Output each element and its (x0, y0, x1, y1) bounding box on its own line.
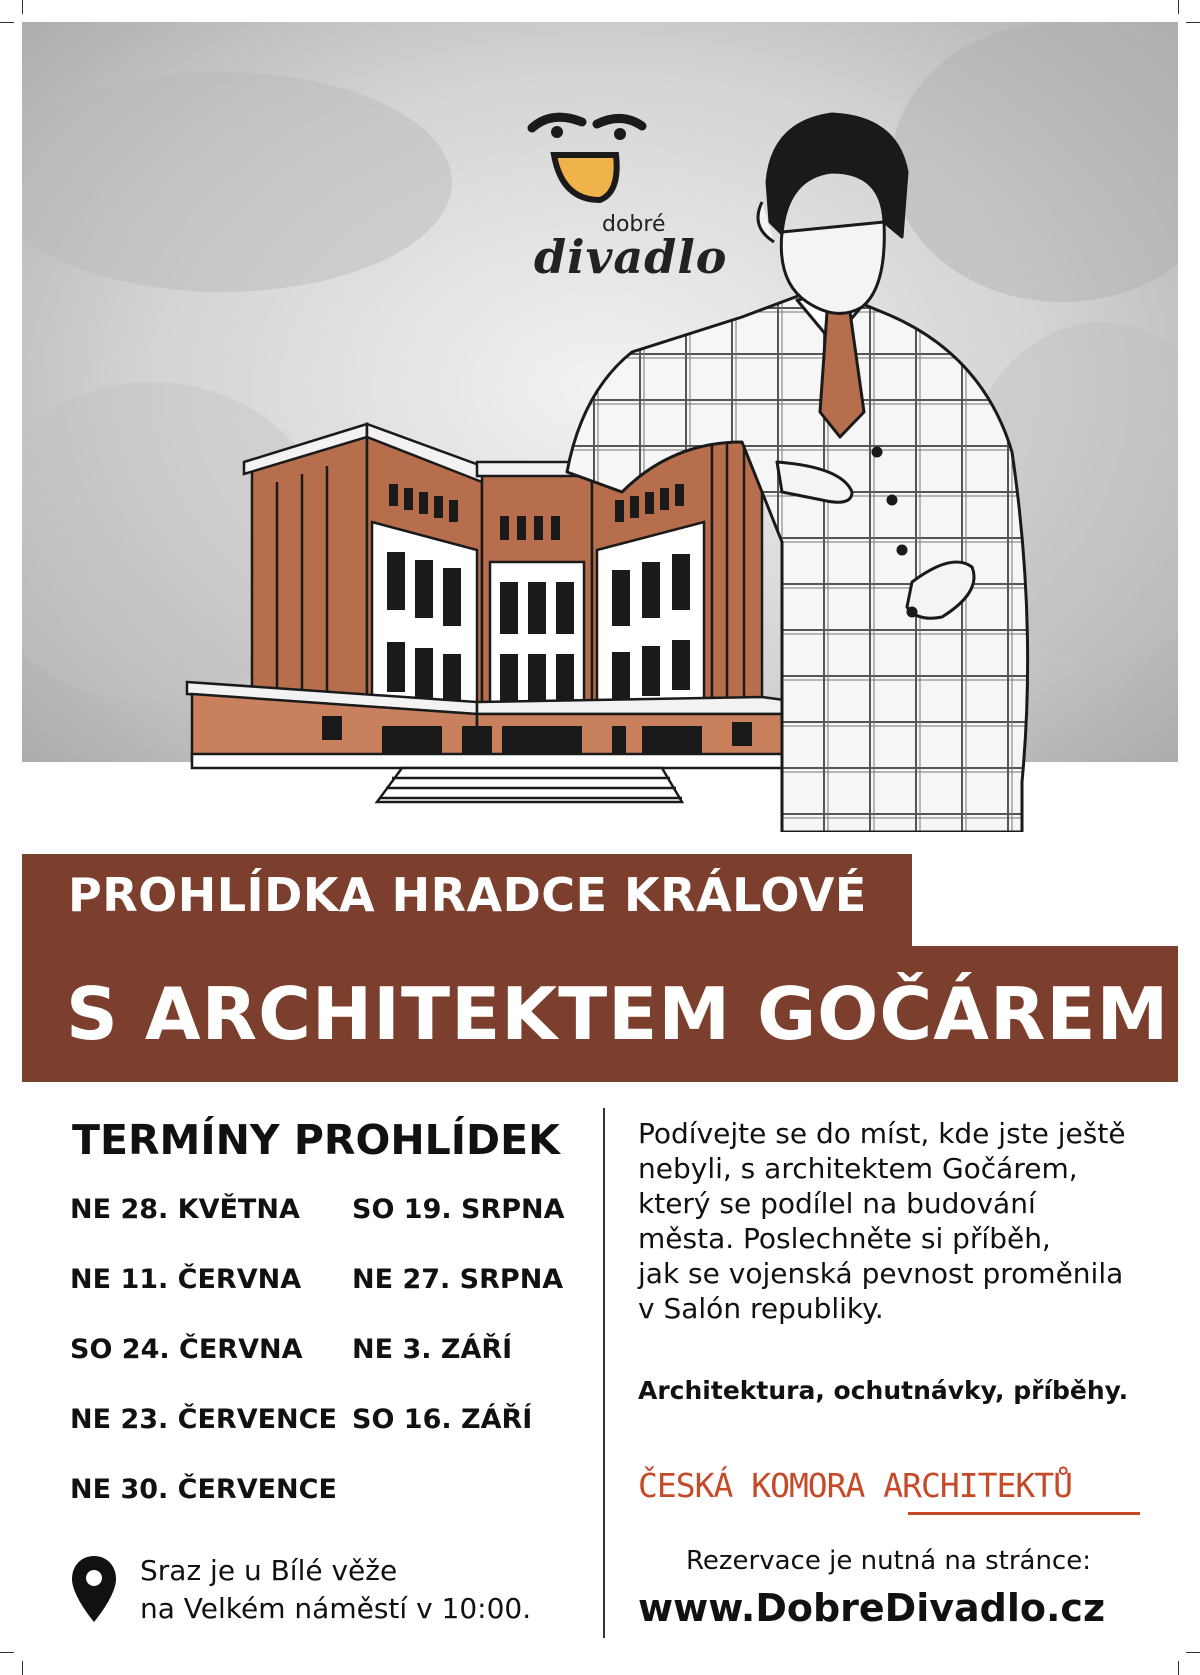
meeting-line-1: Sraz je u Bílé věže (140, 1554, 398, 1587)
meeting-line-2: na Velkém náměstí v 10:00. (140, 1592, 532, 1625)
meeting-point (140, 1552, 531, 1628)
schedule-date: NE 28. KVĚTNA (70, 1194, 300, 1225)
schedule-date: NE 23. ČERVENCE (70, 1404, 337, 1435)
crop-mark (0, 22, 14, 23)
schedule-heading: TERMÍNY PROHLÍDEK (72, 1116, 560, 1164)
description-line: Podívejte se do míst, kde jste ještě (638, 1117, 1126, 1150)
partner-underline (908, 1512, 1140, 1515)
schedule-date: NE 30. ČERVENCE (70, 1474, 337, 1505)
description-line: jak se vojenská pevnost proměnila (638, 1257, 1124, 1290)
description-line: v Salón republiky. (638, 1292, 884, 1325)
partner-logo (638, 1466, 1072, 1505)
crop-mark (1178, 1661, 1179, 1675)
schedule-date: NE 11. ČERVNA (70, 1264, 302, 1295)
dobre-divadlo-logo (512, 100, 728, 290)
description (638, 1116, 1158, 1326)
description-line: města. Poslechněte si příběh, (638, 1222, 1051, 1255)
hero-illustration (22, 22, 1178, 832)
schedule-date: NE 27. SRPNA (352, 1264, 564, 1295)
reservation-note: Rezervace je nutná na stránce: (686, 1546, 1091, 1576)
schedule-date: SO 19. SRPNA (352, 1194, 565, 1225)
title-line-1: PROHLÍDKA HRADCE KRÁLOVÉ (68, 868, 867, 922)
schedule-date: NE 3. ZÁŘÍ (352, 1334, 513, 1365)
tagline: Architektura, ochutnávky, příběhy. (638, 1376, 1129, 1405)
description-line: nebyli, s architektem Gočárem, (638, 1152, 1078, 1185)
logo-small-text: dobré (602, 212, 666, 237)
logo-face-icon (512, 100, 722, 220)
crop-mark (1186, 1652, 1200, 1653)
description-line: který se podílel na budování (638, 1187, 1036, 1220)
crop-mark (0, 1652, 14, 1653)
title-line-2: S ARCHITEKTEM GOČÁREM (66, 972, 1170, 1056)
poster (22, 22, 1178, 1652)
crop-mark (1178, 0, 1179, 14)
crop-mark (22, 1661, 23, 1675)
partner-text-1: ČESKÁ KOMORA (638, 1466, 884, 1505)
partner-text-2: ARCHITEKTŮ (883, 1466, 1072, 1505)
logo-big-text: divadlo (534, 230, 728, 284)
website-link[interactable]: www.DobreDivadlo.cz (638, 1586, 1106, 1630)
crop-mark (1186, 22, 1200, 23)
schedule-date: SO 16. ZÁŘÍ (352, 1404, 533, 1435)
crop-mark (22, 0, 23, 14)
location-pin-icon (70, 1554, 118, 1624)
schedule-date: SO 24. ČERVNA (70, 1334, 303, 1365)
column-divider (603, 1108, 605, 1638)
